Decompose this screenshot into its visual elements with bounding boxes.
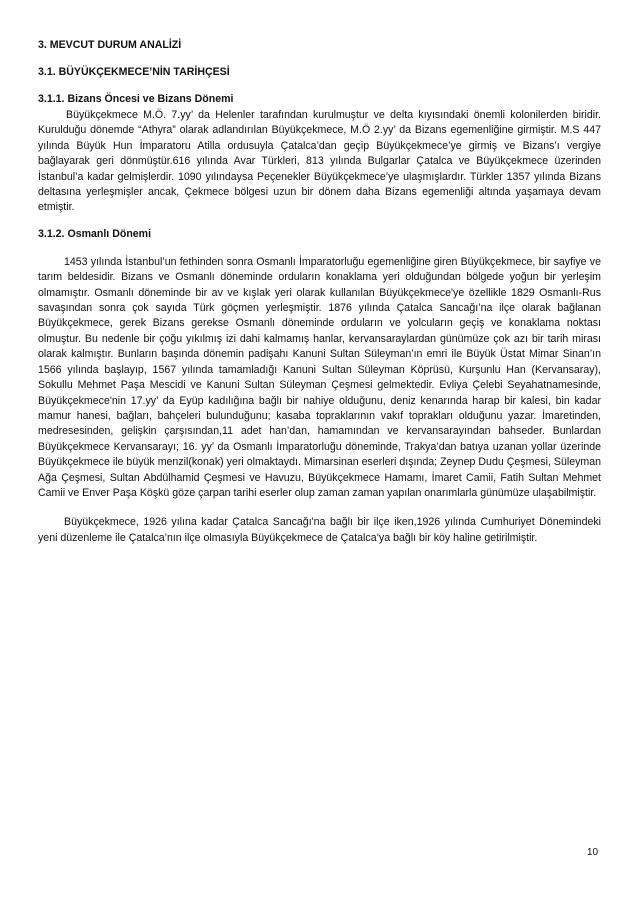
section-heading-mevcut-durum: 3. MEVCUT DURUM ANALİZİ [38,39,182,51]
paragraph-bizans: Büyükçekmece M.Ö. 7.yy’ da Helenler tarafından kurulmuştur ve delta kıyısındaki önemli kolonilerden biridir. Kurulduğu dönemde “Athyra” olarak adlandırılan Büyükçekmece, M.Ö 2.yy’ da Bizans egemenliğine girmiştir. M.S 447 yılında Büyük Hun İmparatoru Atilla ordusuyla Çatalca’dan geçip Büyükçekmece’ye girmiş ve Bizans’ı vergiye bağlayarak geri dönmüştür.616 yılında Avar Türkleri, 813 yılında Bulgarlar Çatalca ve Büyükçekmece üzerinden İstanbul’a kadar gelmişlerdir. 1090 yılındaysa Peçenekler Büyükçekmece’ye ulaşmışlardır. Türkler 1357 yılında Bizans deltasına yerleşmişler ancak, Çekmece bölgesi uzun bir dönem daha Bizans egemenliği altında yaşamaya devam etmiştir. [38,109,601,214]
subsection-heading-tarihce: 3.1. BÜYÜKÇEKMECE’NİN TARİHÇESİ [38,66,230,78]
document-page [38,38,601,546]
paragraph-cumhuriyet: Büyükçekmece, 1926 yılına kadar Çatalca Sancağı'na bağlı bir ilçe iken,1926 yılında Cumhuriyet Dönemindeki yeni düzenleme ile Çatalca’nın ilçe olmasıyla Büyükçekmece de Çatalca’ya bağlı bir köy haline getirilmiştir. [38,516,601,544]
subsubsection-heading-osmanli: 3.1.2. Osmanlı Dönemi [38,227,152,240]
subsubsection-heading-bizans: 3.1.1. Bizans Öncesi ve Bizans Dönemi [38,93,234,105]
page-number: 10 [587,847,599,858]
paragraph-osmanli: 1453 yılında İstanbul’un fethinden sonra Osmanlı İmparatorluğu egemenliğine giren Büyükçekmece, bir sayfiye ve tarım beldesidir. Bizans ve Osmanlı döneminde orduların konaklama yeri olduğundan bölgede yoğun bir yerleşim olmamıştır. Osmanlı döneminde bir av ve kışlak yeri olarak kullanılan Büyükçekmece'ye özellikle 1829 Osmanlı-Rus savaşından sonra çok sayıda Türk göçmen yerleşmiştir. 1876 yılında Çatalca Sancağı’na ilçe olarak bağlanan Büyükçekmece, gerek Bizans gerekse Osmanlı döneminde orduların ve yolcuların geçiş ve konaklama noktası olmuştur. Bu nedenle bir çoğu yıkılmış izi dahi kalmamış hanlar, kervansaraylardan günümüze çok azı bir tarih mirası olarak kalmıştır. Bunların başında dönemin padişahı Kanuni Sultan Süleyman’ın emri ile Büyük Üstat Mimar Sinan’ın 1566 yılında başlayıp, 1567 yılında tamamladığı Kanuni Sultan Süleyman Köprüsü, Kurşunlu Han (Kervansaray), Sokullu Mehmet Paşa Mescidi ve Kanuni Sultan Süleyman Çeşmesi gelmektedir. Evliya Çelebi Seyahatnamesinde, Büyükçekmece'nin 17.yy’ da Eyüp kadılığına bağlı bir nahiye olduğunu, deniz kenarında harap bir kalesi, bin kadar mamur hanesi, bağları, bahçeleri bulunduğunu; kasaba topraklarının vakıf toprakları olduğunu yazar. İmaretinden, medresesinden, gelişkin çarşısından,11 adet han’dan, hamamından ve kervansarayından bahseder. Bunlardan Büyükçekmece Kervansarayı; 16. yy’ da Osmanlı İmparatorluğu döneminde, Trakya’dan batıya uzanan yollar üzerinde Büyükçekmece ile büyük menzil(konak) yeri olmaktaydı. Mimarsinan eserleri dışında; Zeynep Dudu Çeşmesi, Süleyman Ağa Çeşmesi, Sultan Abdülhamid Çeşmesi ve Havuzu, Büyükçekmece Hamamı, İmaret Camii, Fatih Sultan Mehmet Camii ve Enver Paşa Köşkü göze çarpan tarihi eserler olup zaman zaman yapılan onarımlarla günümüze ulaşabilmiştir. [38,255,601,499]
